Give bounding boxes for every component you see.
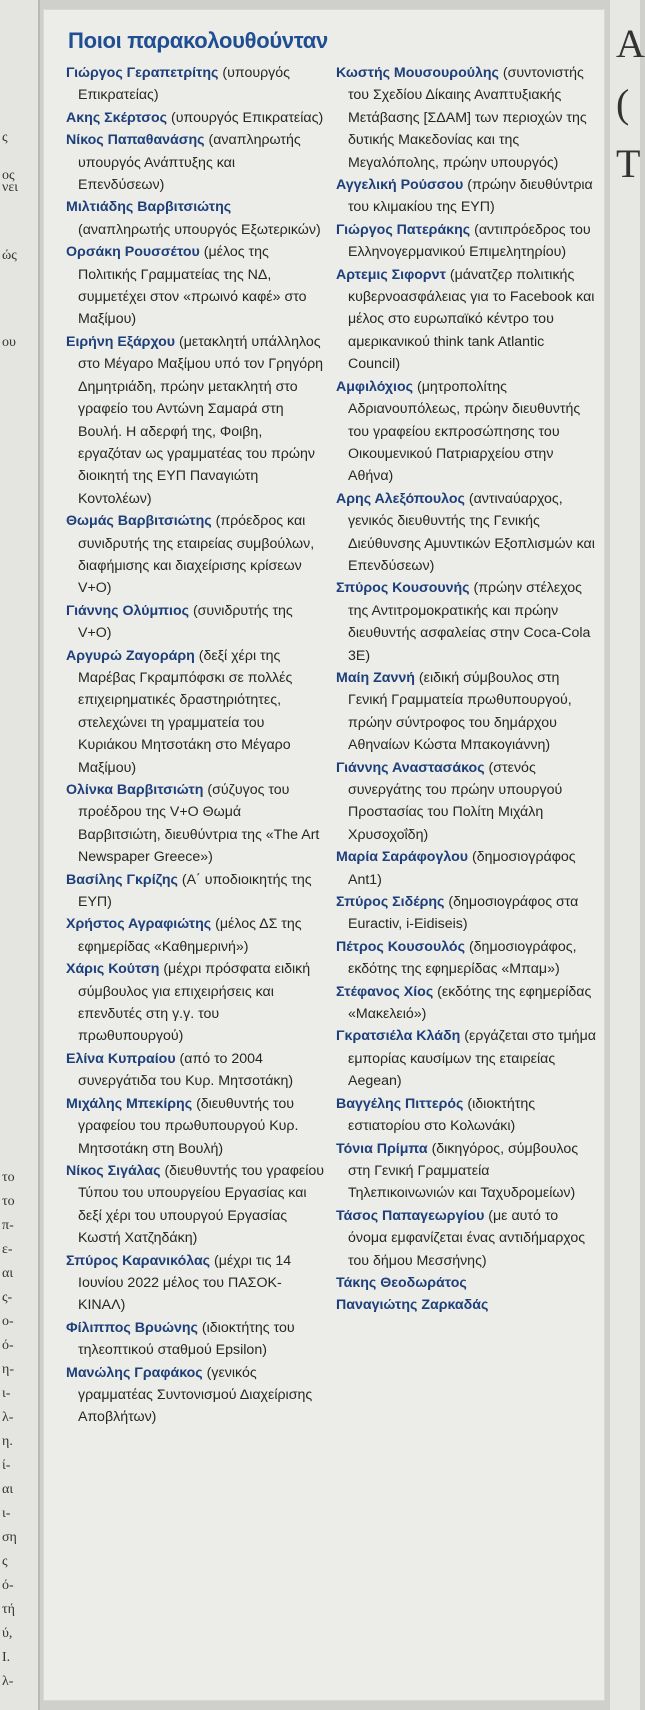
person-description: (μέλος της Πολιτικής Γραμματείας της ΝΔ, συμμετέχει στον «πρωινό καφέ» στο Μαξίμου) — [78, 244, 307, 328]
text-fragment: το — [2, 1170, 15, 1185]
person-description: (εργάζεται στο τμήμα εμπορίας καυσίμων της εταιρείας Aegean) — [348, 1028, 596, 1090]
text-fragment: ς — [2, 1554, 8, 1569]
list-item — [336, 488, 598, 578]
text-fragment: ι- — [2, 1386, 11, 1401]
list-item — [66, 600, 324, 645]
list-item — [66, 107, 324, 129]
person-name: Αρης Αλεξόπουλος — [336, 490, 465, 507]
person-description: (συνιδρυτής της V+O) — [78, 602, 293, 642]
list-item — [336, 936, 598, 981]
person-name: Βαγγέλης Πιττερός — [336, 1095, 464, 1112]
person-description: (μετακλητή υπάλληλος στο Μέγαρο Μαξίμου υπό τον Γρηγόρη Δημητριάδη, πρώην μετακλητή στο γραφείο του Αντώνη Σαμαρά στη Βουλή. Η αδερφή της, Φοιβη, εργαζόταν ως γραμματέας του πρώην διοικητή της ΕΥΠ Παναγιώτη Κοντολέων) — [78, 333, 324, 507]
person-description: (διευθυντής του γραφείου του πρωθυπουργού Κυρ. Μητσοτάκη στη Βουλή) — [78, 1095, 299, 1157]
list-item — [336, 757, 598, 847]
person-name: Νίκος Παπαθανάσης — [66, 132, 205, 149]
text-fragment: λ- — [2, 1674, 14, 1689]
person-description: (από το 2004 συνεργάτιδα του Κυρ. Μητσοτάκη) — [78, 1050, 294, 1090]
person-description: (πρώην διευθύντρια του κλιμακίου της ΕΥΠ) — [348, 177, 593, 216]
person-name: Σπύρος Καρανικόλας — [66, 1252, 211, 1269]
list-item — [66, 958, 324, 1048]
person-name: Αρτεμις Σιφορντ — [336, 266, 446, 283]
text-fragment: τή — [2, 1602, 15, 1617]
list-item — [336, 264, 598, 376]
person-name: Ειρήνη Εξάρχου — [66, 333, 176, 350]
text-fragment: νει — [2, 180, 18, 195]
person-name: Μαίη Ζαννή — [336, 669, 415, 686]
list-item — [336, 577, 598, 667]
text-fragment: ( — [616, 81, 630, 126]
list-item — [336, 62, 598, 174]
list-item — [66, 645, 324, 779]
person-name: Χρήστος Αγραφιώτης — [66, 916, 212, 933]
text-fragment: Α — [616, 21, 645, 66]
person-name: Νίκος Σιγάλας — [66, 1162, 161, 1179]
person-name: Ελίνα Κυπραίου — [66, 1050, 176, 1067]
text-fragment: ου — [2, 335, 16, 350]
list-item — [66, 196, 324, 241]
person-description: (δημοσιογράφος, εκδότης της εφημερίδας «Μπαμ») — [348, 938, 577, 978]
person-name: Αμφιλόχιος — [336, 378, 414, 395]
person-description: (αναπληρωτής υπουργός Εξωτερικών) — [78, 221, 321, 238]
person-name: Πέτρος Κουσουλός — [336, 938, 465, 955]
list-item — [66, 1093, 324, 1160]
person-name: Μιχάλης Μπεκίρης — [66, 1095, 193, 1112]
list-item — [66, 129, 324, 196]
text-fragment: Ι. — [2, 1650, 11, 1665]
person-name: Φίλιππος Βρυώνης — [66, 1319, 198, 1336]
text-fragment: αι — [2, 1266, 14, 1281]
list-item — [336, 219, 598, 264]
person-description: (μέχρι πρόσφατα ειδική σύμβουλος για επιχειρήσεις και επενδυτές στη γ.γ. του πρωθυπουργού) — [78, 961, 311, 1045]
text-fragment: ε- — [2, 1242, 13, 1257]
list-item — [66, 913, 324, 958]
list-item — [66, 510, 324, 600]
person-description: (μέχρι τις 14 Ιουνίου 2022 μέλος του ΠΑΣΟΚ-ΚΙΝΑΛ) — [78, 1252, 292, 1314]
person-name: Στέφανος Χίος — [336, 983, 434, 1000]
person-description: (μητροπολίτης Αδριανουπόλεως, πρώην διευθυντής του γραφείου εκπροσώπησης του Οικουμενικού Πατριαρχείου στην Αθήνα) — [348, 378, 581, 485]
person-description: (αναπληρωτής υπουργός Ανάπτυξης και Επενδύσεων) — [78, 132, 301, 194]
list-item — [66, 779, 324, 869]
text-fragment: ση — [2, 1530, 17, 1545]
person-name: Χάρις Κούτση — [66, 961, 160, 978]
person-description: (υπουργός Επικρατείας) — [78, 65, 291, 104]
person-description: (διευθυντής του γραφείου Τύπου του υπουργείου Εργασίας και δεξί χέρι του υπουργού Εργασίας Κωστή Χατζηδάκη) — [78, 1162, 325, 1247]
text-fragment: ος — [2, 168, 15, 183]
left-name-list — [66, 62, 324, 1429]
text-fragment: λ- — [2, 1410, 14, 1425]
list-item — [66, 1317, 324, 1362]
person-name: Τάκης Θεοδωράτος — [336, 1274, 467, 1291]
person-name: Μαρία Σαράφογλου — [336, 849, 469, 866]
list-item — [336, 981, 598, 1026]
person-description: (συντονιστής του Σχεδίου Δίκαιης Αναπτυξιακής Μετάβασης [ΣΔΑΜ] των περιοχών της δυτικής Μακεδονίας και της Μεγαλόπολης, πρώην υπουργός) — [348, 65, 587, 171]
list-item — [336, 846, 598, 891]
list-item — [66, 869, 324, 914]
list-item — [66, 331, 324, 510]
right-name-list — [336, 62, 598, 1317]
list-item — [336, 1294, 598, 1316]
person-name: Γιώργος Γεραπετρίτης — [66, 65, 219, 81]
text-fragment: ο- — [2, 1314, 14, 1329]
person-description: (δικηγόρος, σύμβουλος στη Γενική Γραμματεία Τηλεπικοινωνιών και Ταχυδρομείων) — [348, 1140, 579, 1202]
person-description: (μάνατζερ πολιτικής κυβερνοασφάλειας για το Facebook και μέλος στο ευρωπαϊκό κέντρο του αμερικανικού think tank Atlantic Council) — [348, 266, 595, 373]
person-description: (ειδική σύμβουλος στη Γενική Γραμματεία πρωθυπουργού, πρώην σύντροφος του δημάρχου Αθηναίων Κώστα Μπακογιάννη) — [348, 669, 572, 754]
person-description: (σύζυγος του προέδρου της V+O Θωμά Βαρβιτσιώτη, διευθύντρια της «The Art Newspaper Greece») — [78, 782, 320, 866]
person-name: Σπύρος Σιδέρης — [336, 894, 445, 911]
list-item — [336, 667, 598, 757]
person-name: Μανώλης Γραφάκος — [66, 1364, 203, 1381]
list-item — [336, 1272, 598, 1294]
person-description: (με αυτό το όνομα εμφανίζεται ένας αντιδήμαρχος του δήμου Μεσσήνης) — [348, 1207, 586, 1269]
list-item — [66, 1362, 324, 1429]
text-fragment: π- — [2, 1218, 14, 1233]
person-name: Τάσος Παπαγεωργίου — [336, 1207, 485, 1224]
person-name: Γκρατσιέλα Κλάδη — [336, 1028, 461, 1045]
list-item — [66, 1160, 324, 1250]
person-description: (γενικός γραμματέας Συντονισμού Διαχείρισης Αποβλήτων) — [78, 1364, 313, 1426]
list-item — [336, 376, 598, 488]
person-name: Ολίνκα Βαρβιτσιώτη — [66, 782, 204, 798]
list-item — [336, 1205, 598, 1272]
person-description: (πρώην στέλεχος της Αντιτρομοκρατικής και πρώην διευθυντής ασφαλείας στην Coca-Cola 3E) — [348, 580, 591, 664]
person-description: (πρόεδρος και συνιδρυτής της εταιρείας συμβούλων, διαφήμισης και διαχείρισης κρίσεων V+O) — [78, 513, 315, 597]
person-name: Θωμάς Βαρβιτσιώτης — [66, 513, 212, 530]
box-heading: Ποιοι παρακολουθούνταν — [68, 28, 328, 53]
text-fragment: αι — [2, 1482, 14, 1497]
text-fragment: ί- — [2, 1458, 11, 1473]
text-fragment: ό- — [2, 1338, 14, 1353]
person-name: Αργυρώ Ζαγοράρη — [66, 647, 195, 664]
text-fragment: ύ, — [2, 1626, 13, 1641]
text-fragment: ς- — [2, 1290, 13, 1305]
person-name: Τόνια Πρίμπα — [336, 1140, 428, 1157]
person-name: Μιλτιάδης Βαρβιτσιώτης — [66, 199, 232, 216]
adjacent-column-left — [0, 0, 40, 1710]
person-name: Σπύρος Κουσουνής — [336, 580, 470, 597]
person-description: (ιδιοκτήτης του τηλεοπτικού σταθμού Epsilon) — [78, 1319, 295, 1359]
person-name: Κωστής Μουσουρούλης — [336, 65, 499, 81]
list-item — [336, 1025, 598, 1092]
text-fragment: η. — [2, 1434, 13, 1449]
person-name: Ακης Σκέρτσος — [66, 109, 168, 126]
list-item — [66, 1048, 324, 1093]
person-description: (ιδιοκτήτης εστιατορίου στο Κολωνάκι) — [348, 1095, 536, 1135]
person-description: (δημοσιογράφος στα Euractiv, i-Eidiseis) — [348, 894, 579, 933]
person-description: (αντιπρόεδρος του Ελληνογερμανικού Επιμελητηρίου) — [348, 221, 591, 261]
person-name: Γιάννης Ολύμπιος — [66, 602, 189, 619]
list-item — [66, 62, 324, 107]
person-description: (δεξί χέρι της Μαρέβας Γκραμπόφσκι σε πολλές επιχειρηματικές δραστηριότητες, στελεχώνει τη γραμματεία του Κυριάκου Μητσοτάκη στο Μέγαρο Μαξίμου) — [78, 647, 293, 776]
person-description: (στενός συνεργάτης του πρώην υπουργού Προστασίας του Πολίτη Μιχάλη Χρυσοχοΐδη) — [348, 759, 563, 843]
text-fragment: το — [2, 1194, 15, 1209]
text-fragment: ώς — [2, 248, 17, 263]
text-fragment: η- — [2, 1362, 14, 1377]
person-name: Γιάννης Αναστασάκος — [336, 759, 485, 776]
list-item — [336, 891, 598, 936]
person-description: (υπουργός Επικρατείας) — [171, 109, 324, 126]
list-item — [66, 241, 324, 331]
person-description: (δημοσιογράφος Ant1) — [348, 849, 576, 888]
list-item — [66, 1250, 324, 1317]
person-name: Παναγιώτης Ζαρκαδάς — [336, 1297, 489, 1314]
text-fragment: ι- — [2, 1506, 11, 1521]
person-name: Γιώργος Πατεράκης — [336, 221, 471, 238]
text-fragment: ό- — [2, 1578, 14, 1593]
person-name: Αγγελική Ρούσσου — [336, 177, 464, 194]
text-fragment: ς — [2, 130, 8, 145]
adjacent-column-right — [610, 0, 645, 1710]
person-name: Ορσάκη Ρουσσέτου — [66, 244, 200, 261]
person-description: (εκδότης της εφημερίδας «Μακελειό») — [348, 983, 592, 1023]
article-box — [44, 10, 604, 1700]
person-name: Βασίλης Γκρίζης — [66, 871, 178, 888]
list-item — [336, 174, 598, 219]
person-description: (μέλος ΔΣ της εφημερίδας «Καθημερινή») — [78, 916, 302, 955]
list-item — [336, 1138, 598, 1205]
person-description: (αντιναύαρχος, γενικός διευθυντής της Γενικής Διεύθυνσης Αμυντικών Εξοπλισμών και Επενδύσεων) — [348, 490, 595, 574]
list-item — [336, 1093, 598, 1138]
text-fragment: Τ — [616, 141, 641, 186]
person-description: (Α΄ υποδιοικητής της ΕΥΠ) — [78, 871, 312, 911]
